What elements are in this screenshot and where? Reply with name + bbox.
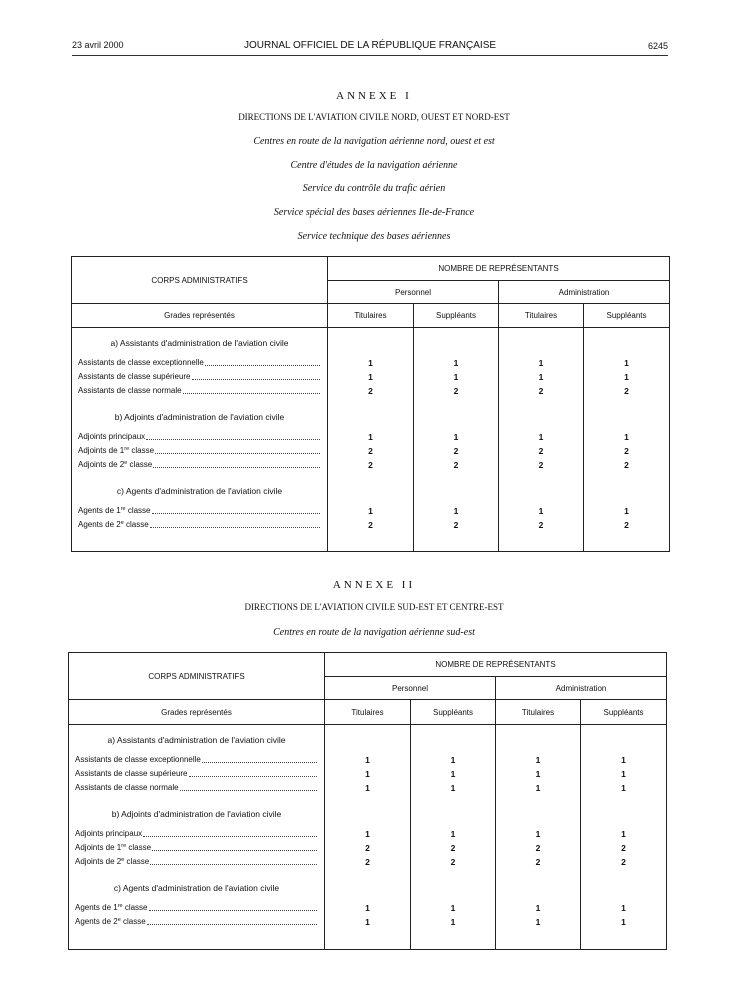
representative-count: 1	[621, 755, 626, 765]
spacer	[499, 336, 583, 350]
ordinal-suffix: re	[124, 446, 130, 452]
administration-header: Administration	[499, 281, 670, 304]
representative-count: 1	[453, 506, 459, 516]
spacer	[325, 733, 410, 747]
spacer	[496, 807, 580, 821]
representative-count: 2	[453, 446, 459, 456]
dot-leader	[155, 444, 320, 454]
annexe-2-title: ANNEXE II	[332, 579, 416, 591]
spacer	[581, 733, 666, 747]
grades-column	[69, 725, 325, 950]
administration-titulaires-header: Titulaires	[496, 700, 581, 725]
representative-count: 2	[365, 857, 370, 867]
spacer	[411, 807, 495, 821]
spacer	[581, 881, 666, 895]
grade-row	[72, 444, 327, 458]
representative-count: 1	[535, 903, 541, 913]
grade-label-rest: classe	[122, 903, 148, 912]
representative-count: 1	[365, 755, 370, 765]
group-title: b) Adjoints d'administration de l'aviation civile	[114, 412, 285, 422]
grade-row	[72, 430, 327, 444]
spacer	[411, 725, 495, 733]
spacer	[581, 869, 666, 881]
representative-count: 2	[453, 460, 459, 470]
administration-suppleants-header: Suppléants	[581, 700, 667, 725]
grade-row	[69, 767, 324, 781]
representative-count: 2	[450, 857, 456, 867]
annexe-1-table	[71, 256, 670, 552]
grade-label-rest: classe	[125, 506, 151, 515]
spacer	[414, 336, 498, 350]
grade-row	[69, 781, 324, 795]
representative-count: 1	[450, 783, 456, 793]
representative-count: 2	[453, 386, 459, 396]
spacer	[414, 472, 498, 484]
representative-count: 1	[624, 432, 629, 442]
group-title: c) Agents d'administration de l'aviation civile	[116, 486, 283, 496]
representative-count: 2	[450, 843, 456, 853]
grade-label-base: Adjoints de 2	[78, 460, 125, 469]
personnel-suppleants-column	[414, 328, 499, 552]
grade-label: Assistants de classe normale	[78, 386, 182, 395]
spacer	[72, 472, 327, 484]
nombre-header: NOMBRE DE REPRÉSENTANTS	[328, 257, 670, 281]
representative-count: 1	[621, 769, 626, 779]
representative-count: 1	[450, 917, 456, 927]
grade-label-base: Agents de 1	[75, 903, 118, 912]
grade-row	[69, 901, 324, 915]
grade-row	[69, 827, 324, 841]
representative-count: 1	[368, 506, 373, 516]
grade-row	[69, 753, 324, 767]
spacer	[328, 484, 413, 498]
dot-leader	[183, 384, 320, 394]
spacer	[414, 410, 498, 424]
grades-header: Grades représentés	[72, 304, 328, 328]
spacer	[69, 869, 324, 881]
header-rule	[72, 55, 668, 56]
spacer	[69, 795, 324, 807]
grade-row	[69, 915, 324, 929]
grade-label: Assistants de classe exceptionnelle	[75, 755, 201, 764]
representative-count: 1	[621, 917, 626, 927]
personnel-header: Personnel	[328, 281, 499, 304]
running-header	[72, 40, 668, 54]
representative-count: 2	[368, 446, 373, 456]
dot-leader	[150, 855, 317, 865]
ordinal-suffix: re	[117, 903, 123, 909]
representative-count: 2	[538, 386, 544, 396]
nombre-header: NOMBRE DE REPRÉSENTANTS	[325, 653, 667, 677]
representative-count: 1	[450, 903, 456, 913]
representative-count: 2	[365, 843, 370, 853]
grade-label: Adjoints principaux	[75, 829, 143, 838]
grades-header: Grades représentés	[69, 700, 325, 725]
representative-count: 2	[453, 520, 459, 530]
representative-count: 1	[535, 769, 541, 779]
representative-count: 1	[538, 432, 544, 442]
group-title: c) Agents d'administration de l'aviation civile	[113, 883, 280, 893]
representative-count: 1	[621, 903, 626, 913]
annexe-2-directions: DIRECTIONS DE L'AVIATION CIVILE SUD-EST ET CENTRE-EST	[244, 602, 504, 612]
dot-leader	[149, 901, 318, 911]
dot-leader	[146, 430, 320, 440]
ordinal-suffix: e	[124, 460, 128, 466]
representative-count: 1	[535, 755, 541, 765]
representative-count: 2	[624, 520, 629, 530]
annexe-2-service: Centres en route de la navigation aérienne sud-est	[273, 627, 475, 638]
ordinal-suffix: re	[121, 843, 127, 849]
spacer	[411, 881, 495, 895]
grade-label: Assistants de classe supérieure	[78, 372, 191, 381]
representative-count: 1	[535, 783, 541, 793]
spacer	[411, 733, 495, 747]
grade-label-base: Agents de 2	[75, 917, 118, 926]
administration-suppleants-column	[581, 725, 667, 950]
grade-label	[78, 518, 149, 532]
grade-row	[72, 356, 327, 370]
spacer	[325, 795, 410, 807]
representative-count: 2	[621, 857, 626, 867]
dot-leader	[153, 458, 320, 468]
representative-count: 1	[538, 506, 544, 516]
spacer	[499, 328, 583, 336]
dot-leader	[192, 370, 321, 380]
annexe-2-table	[68, 652, 667, 950]
grade-label-rest: classe	[126, 843, 152, 852]
personnel-titulaires-header: Titulaires	[325, 700, 411, 725]
administration-suppleants-header: Suppléants	[584, 304, 670, 328]
spacer	[325, 881, 410, 895]
table-body	[72, 328, 670, 552]
spacer	[496, 733, 580, 747]
grade-row	[72, 518, 327, 532]
spacer	[581, 725, 666, 733]
administration-header: Administration	[496, 677, 667, 700]
representative-count: 2	[538, 446, 544, 456]
spacer	[499, 472, 583, 484]
spacer	[414, 328, 498, 336]
ordinal-suffix: e	[121, 857, 125, 863]
grade-label-base: Adjoints de 1	[78, 446, 125, 455]
grade-label	[75, 841, 151, 855]
representative-count: 2	[535, 843, 541, 853]
spacer	[581, 795, 666, 807]
dot-leader	[202, 753, 317, 763]
spacer	[584, 336, 669, 350]
spacer	[325, 725, 410, 733]
grade-label-rest: classe	[127, 460, 153, 469]
group-title: a) Assistants d'administration de l'aviation civile	[110, 338, 289, 348]
representative-count: 2	[624, 446, 629, 456]
spacer	[584, 410, 669, 424]
annexe-1-service: Service du contrôle du trafic aérien	[302, 183, 446, 194]
spacer	[496, 881, 580, 895]
grade-row	[72, 458, 327, 472]
representative-count: 1	[368, 432, 373, 442]
spacer	[584, 328, 669, 336]
annexe-1-title: ANNEXE I	[336, 90, 412, 102]
spacer	[499, 484, 583, 498]
representative-count: 1	[453, 358, 459, 368]
administration-titulaires-column	[499, 328, 584, 552]
spacer	[411, 869, 495, 881]
grade-row	[69, 841, 324, 855]
grade-label-base: Adjoints de 2	[75, 857, 122, 866]
journal-title: JOURNAL OFFICIEL DE LA RÉPUBLIQUE FRANÇAISE	[243, 40, 497, 51]
spacer	[499, 410, 583, 424]
representative-count: 1	[538, 372, 544, 382]
dot-leader	[150, 518, 320, 528]
dot-leader	[180, 781, 317, 791]
administration-titulaires-header: Titulaires	[499, 304, 584, 328]
dot-leader	[143, 827, 317, 837]
representative-count: 2	[624, 460, 629, 470]
grade-label-rest: classe	[120, 917, 146, 926]
grade-label: Adjoints principaux	[78, 432, 146, 441]
representative-count: 1	[368, 358, 373, 368]
grade-label: Assistants de classe exceptionnelle	[78, 358, 204, 367]
representative-count: 1	[535, 917, 541, 927]
spacer	[499, 398, 583, 410]
grade-row	[72, 504, 327, 518]
corps-header: CORPS ADMINISTRATIFS	[69, 653, 325, 700]
grade-row	[72, 370, 327, 384]
representative-count: 1	[535, 829, 541, 839]
spacer	[584, 472, 669, 484]
corps-header: CORPS ADMINISTRATIFS	[72, 257, 328, 304]
spacer	[496, 725, 580, 733]
representative-count: 1	[538, 358, 544, 368]
issue-date: 23 avril 2000	[72, 40, 124, 50]
representative-count: 2	[368, 460, 373, 470]
representative-count: 1	[368, 372, 373, 382]
representative-count: 2	[621, 843, 626, 853]
ordinal-suffix: re	[120, 506, 126, 512]
administration-titulaires-column	[496, 725, 581, 950]
representative-count: 1	[450, 755, 456, 765]
grade-label	[75, 855, 149, 869]
representative-count: 1	[365, 903, 370, 913]
table-body	[69, 725, 667, 950]
representative-count: 2	[538, 460, 544, 470]
dot-leader	[147, 915, 317, 925]
spacer	[325, 869, 410, 881]
grade-label	[75, 901, 148, 915]
spacer	[328, 472, 413, 484]
representative-count: 1	[450, 829, 456, 839]
representative-count: 1	[624, 372, 629, 382]
grade-label	[78, 458, 152, 472]
spacer	[411, 795, 495, 807]
grade-label-base: Adjoints de 1	[75, 843, 122, 852]
spacer	[581, 807, 666, 821]
annexe-1-service: Service spécial des bases aériennes Ile-de-France	[273, 207, 475, 218]
representative-count: 1	[624, 358, 629, 368]
representative-count: 2	[538, 520, 544, 530]
page-number: 6245	[647, 41, 668, 51]
representative-count: 1	[450, 769, 456, 779]
personnel-suppleants-column	[411, 725, 496, 950]
spacer	[496, 795, 580, 807]
grade-label-rest: classe	[123, 520, 149, 529]
spacer	[328, 410, 413, 424]
annexe-1-directions: DIRECTIONS DE L'AVIATION CIVILE NORD, OUEST ET NORD-EST	[238, 112, 510, 122]
representative-count: 1	[621, 783, 626, 793]
spacer	[325, 807, 410, 821]
spacer	[328, 328, 413, 336]
representative-count: 1	[365, 783, 370, 793]
spacer	[414, 484, 498, 498]
representative-count: 1	[365, 829, 370, 839]
personnel-titulaires-column	[328, 328, 414, 552]
representative-count: 1	[624, 506, 629, 516]
grade-row	[72, 384, 327, 398]
grade-label	[78, 504, 151, 518]
group-title: b) Adjoints d'administration de l'aviation civile	[111, 809, 282, 819]
spacer	[72, 328, 327, 336]
personnel-titulaires-column	[325, 725, 411, 950]
personnel-header: Personnel	[325, 677, 496, 700]
representative-count: 1	[453, 372, 459, 382]
administration-suppleants-column	[584, 328, 670, 552]
annexe-1-service: Service technique des bases aériennes	[297, 231, 451, 242]
spacer	[72, 398, 327, 410]
ordinal-suffix: e	[117, 917, 121, 923]
annexe-1-service: Centre d'études de la navigation aérienne	[290, 160, 458, 171]
dot-leader	[205, 356, 320, 366]
representative-count: 1	[621, 829, 626, 839]
personnel-titulaires-header: Titulaires	[328, 304, 414, 328]
ordinal-suffix: e	[120, 520, 124, 526]
personnel-suppleants-header: Suppléants	[414, 304, 499, 328]
spacer	[496, 869, 580, 881]
representative-count: 1	[365, 917, 370, 927]
spacer	[328, 398, 413, 410]
representative-count: 2	[368, 386, 373, 396]
annexe-1-service: Centres en route de la navigation aérienne nord, ouest et est	[253, 136, 495, 147]
personnel-suppleants-header: Suppléants	[411, 700, 496, 725]
spacer	[584, 484, 669, 498]
grades-column	[72, 328, 328, 552]
grade-label: Assistants de classe supérieure	[75, 769, 188, 778]
grade-label-rest: classe	[129, 446, 155, 455]
grade-label-base: Agents de 2	[78, 520, 121, 529]
grade-row	[69, 855, 324, 869]
group-title: a) Assistants d'administration de l'aviation civile	[107, 735, 286, 745]
grade-label-base: Agents de 1	[78, 506, 121, 515]
spacer	[328, 336, 413, 350]
spacer	[69, 725, 324, 733]
dot-leader	[152, 504, 321, 514]
grade-label-rest: classe	[124, 857, 150, 866]
spacer	[584, 398, 669, 410]
representative-count: 1	[365, 769, 370, 779]
grade-label: Assistants de classe normale	[75, 783, 179, 792]
grade-label	[75, 915, 146, 929]
representative-count: 2	[368, 520, 373, 530]
spacer	[414, 398, 498, 410]
representative-count: 2	[535, 857, 541, 867]
grade-label	[78, 444, 154, 458]
dot-leader	[189, 767, 318, 777]
representative-count: 2	[624, 386, 629, 396]
dot-leader	[152, 841, 317, 851]
representative-count: 1	[453, 432, 459, 442]
